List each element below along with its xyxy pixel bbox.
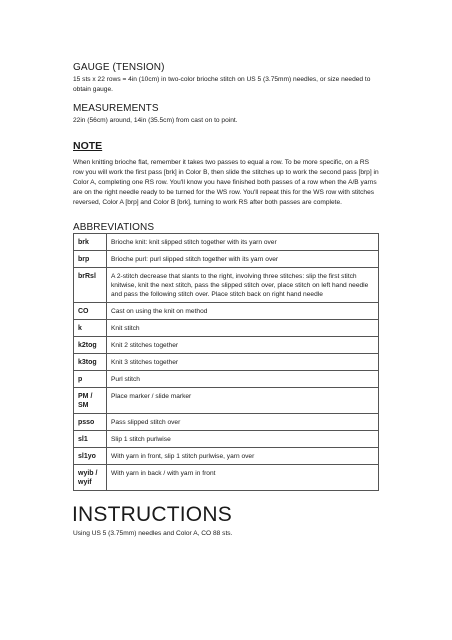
abbr-desc: With yarn in back / with yarn in front: [107, 465, 379, 491]
abbr-term: sl1: [74, 431, 107, 448]
table-row: [74, 337, 379, 354]
abbr-desc: Knit 3 stitches together: [107, 354, 379, 371]
table-row: [74, 431, 379, 448]
table-row: [74, 388, 379, 414]
table-row: [74, 268, 379, 303]
abbreviations-heading: ABBREVIATIONS: [73, 222, 155, 233]
gauge-heading: GAUGE (TENSION): [73, 62, 165, 73]
document-page: [73, 62, 381, 539]
table-row: [74, 371, 379, 388]
abbr-term: k2tog: [74, 337, 107, 354]
abbr-desc: A 2-stitch decrease that slants to the right, involving three stitches: slip the first stitch knitwise, knit the next stitch, pass the slipped stitch over, place stitch on left hand needle and pass the following stitch over. Place stitch back on right hand needle: [107, 268, 379, 303]
abbr-term: sl1yo: [74, 448, 107, 465]
abbr-desc: Purl stitch: [107, 371, 379, 388]
abbr-desc: Brioche knit: knit slipped stitch together with its yarn over: [107, 234, 379, 251]
abbr-desc: Knit stitch: [107, 320, 379, 337]
abbr-desc: Knit 2 stitches together: [107, 337, 379, 354]
instructions-text: Using US 5 (3.75mm) needles and Color A, CO 88 sts.: [73, 530, 233, 537]
abbr-term: brk: [74, 234, 107, 251]
table-row: [74, 320, 379, 337]
gauge-text: 15 sts x 22 rows = 4in (10cm) in two-color brioche stitch on US 5 (3.75mm) needles, or size needed to obtain gauge.: [73, 76, 371, 93]
abbreviations-table: [73, 233, 379, 491]
abbr-desc: Slip 1 stitch purlwise: [107, 431, 379, 448]
table-row: [74, 303, 379, 320]
note-heading: NOTE: [73, 140, 103, 152]
abbr-term: p: [74, 371, 107, 388]
abbr-desc: With yarn in front, slip 1 stitch purlwise, yarn over: [107, 448, 379, 465]
abbr-desc: Place marker / slide marker: [107, 388, 379, 414]
table-row: [74, 448, 379, 465]
measurements-heading: MEASUREMENTS: [73, 103, 159, 114]
abbr-term: psso: [74, 414, 107, 431]
abbr-desc: Pass slipped stitch over: [107, 414, 379, 431]
abbr-term: PM / SM: [74, 388, 107, 414]
table-row: [74, 465, 379, 491]
table-row: [74, 234, 379, 251]
note-text: When knitting brioche flat, remember it takes two passes to equal a row. To be more specific, on a RS row you will work the first pass [brk] in Color B, then slide the stitches up to work the second pass [brp] in Color A, completing one RS row. You'll know you have finished both passes of a row when the A/B yarns are on the right needle ready to be turned for the WS row. You'll repeat this for the WS row with stitches reversed, Color A [brp] and Color B [brk], turning to work RS after both passes are complete.: [73, 159, 379, 206]
abbr-term: brRsl: [74, 268, 107, 303]
abbr-term: brp: [74, 251, 107, 268]
abbr-term: CO: [74, 303, 107, 320]
abbr-term: k3tog: [74, 354, 107, 371]
abbr-term: k: [74, 320, 107, 337]
table-row: [74, 414, 379, 431]
measurements-text: 22in (56cm) around, 14in (35.5cm) from cast on to point.: [73, 117, 238, 124]
table-row: [74, 251, 379, 268]
abbr-desc: Brioche purl: purl slipped stitch together with its yarn over: [107, 251, 379, 268]
abbr-desc: Cast on using the knit on method: [107, 303, 379, 320]
abbr-term: wyib / wyif: [74, 465, 107, 491]
table-row: [74, 354, 379, 371]
instructions-heading: INSTRUCTIONS: [72, 503, 232, 526]
